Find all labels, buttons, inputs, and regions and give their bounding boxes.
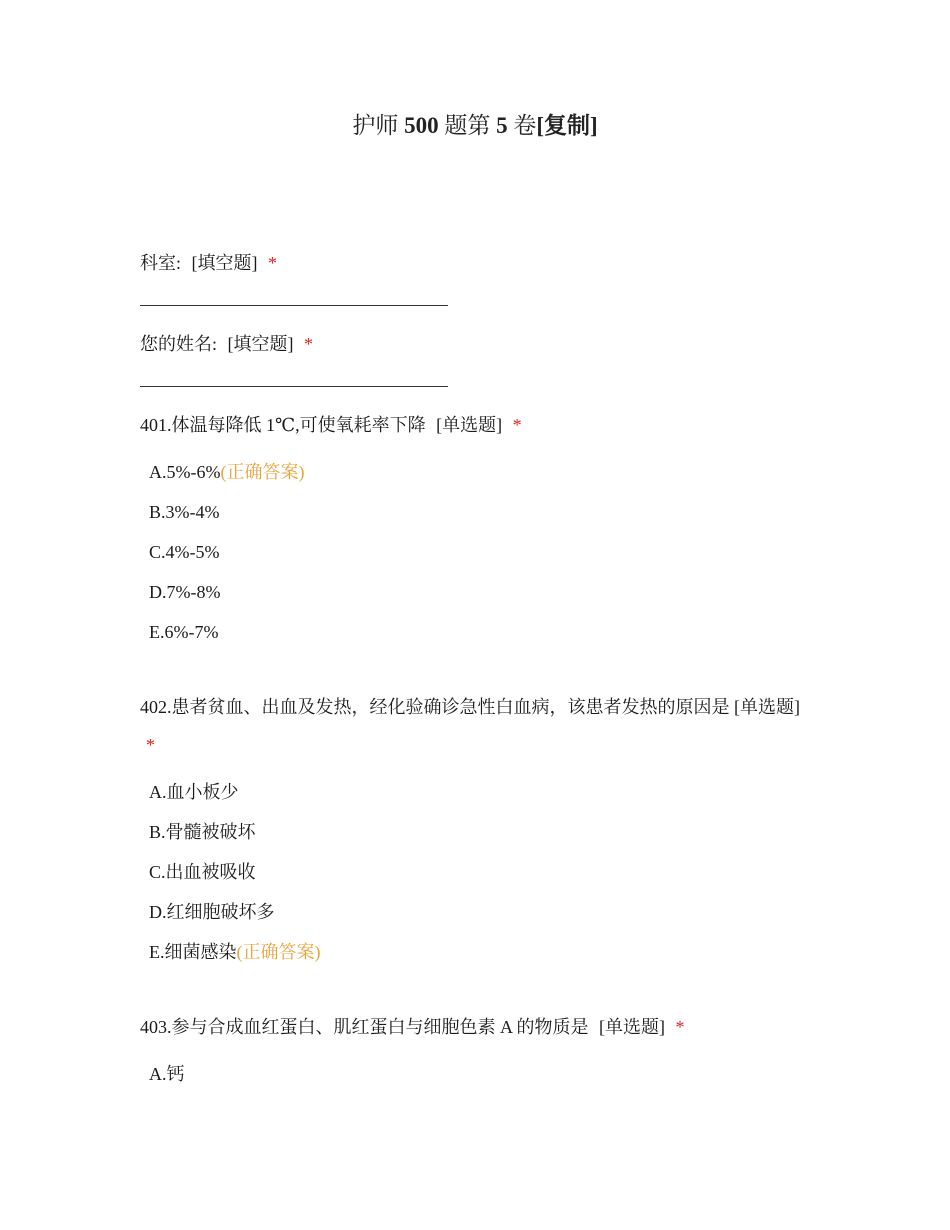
question-type: [填空题] <box>191 253 258 273</box>
correct-answer-label: (正确答案) <box>236 942 321 962</box>
question-type: [单选题] <box>599 1017 666 1037</box>
question-403: 403.参与合成血红蛋白、肌红蛋白与细胞色素 A 的物质是 [单选题] * <box>140 1017 685 1037</box>
required-mark: * <box>146 735 155 755</box>
option-401-a[interactable]: A.5%-6%(正确答案) <box>149 462 305 482</box>
question-type: [单选题] <box>436 415 503 435</box>
department-input-line[interactable] <box>140 305 448 306</box>
required-mark: * <box>268 253 278 273</box>
name-input-line[interactable] <box>140 386 448 387</box>
option-401-e[interactable]: E.6%-7% <box>149 622 219 642</box>
field-name-label: 您的姓名: [填空题] * <box>140 334 314 354</box>
required-mark: * <box>675 1017 685 1037</box>
required-mark: * <box>304 334 314 354</box>
option-402-e[interactable]: E.细菌感染(正确答案) <box>149 942 321 962</box>
option-403-a[interactable]: A.钙 <box>149 1064 185 1084</box>
correct-answer-label: (正确答案) <box>220 462 305 482</box>
question-402: 402.患者贫血、出血及发热，经化验确诊急性白血病，该患者发热的原因是 [单选题] * <box>140 697 800 755</box>
page-title: 护师 500 题第 5 卷[复制] <box>352 113 598 138</box>
option-401-c[interactable]: C.4%-5% <box>149 542 220 562</box>
field-department-label: 科室: [填空题] * <box>140 253 278 273</box>
option-402-b[interactable]: B.骨髓被破坏 <box>149 822 256 842</box>
option-402-c[interactable]: C.出血被吸收 <box>149 862 256 882</box>
option-401-d[interactable]: D.7%-8% <box>149 582 221 602</box>
required-mark: * <box>512 415 522 435</box>
option-402-d[interactable]: D.红细胞破坏多 <box>149 902 275 922</box>
question-type: [单选题] <box>734 697 800 717</box>
question-401: 401.体温每降低 1℃,可使氧耗率下降 [单选题] * <box>140 415 522 435</box>
option-402-a[interactable]: A.血小板少 <box>149 782 239 802</box>
option-401-b[interactable]: B.3%-4% <box>149 502 220 522</box>
question-type: [填空题] <box>227 334 294 354</box>
